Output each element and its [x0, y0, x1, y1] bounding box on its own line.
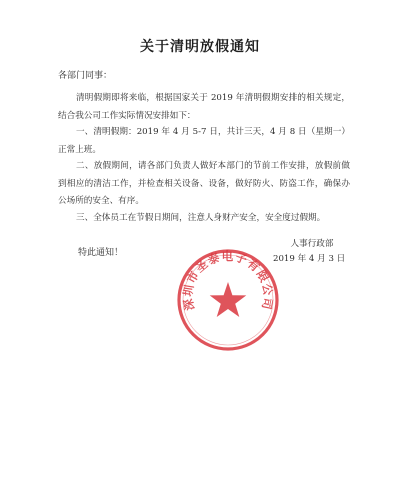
signature-date: 2019 年 4 月 3 日	[273, 254, 346, 264]
closing-remark: 特此通知！	[78, 248, 124, 258]
salutation: 各部门同事：	[58, 71, 113, 81]
company-seal-stamp	[176, 248, 280, 352]
paragraph-intro: 清明假期即将来临，根据国家关于 2019 年清明假期安排的相关规定，结合我公司工作实际情况安排如下：	[58, 93, 350, 121]
signature-department: 人事行政部	[290, 239, 334, 249]
paragraph-holiday-dates: 一、清明假期：2019 年 4 月 5-7 日，共计三天，4 月 8 日（星期一）正常上班。	[58, 127, 350, 155]
seal-text-path: 深圳市圣泰电子有限公司	[180, 249, 276, 312]
seal-star-icon	[210, 282, 247, 317]
paragraph-safety: 三、全体员工在节假日期间，注意人身财产安全，安全度过假期。	[76, 213, 326, 223]
seal-graphic	[176, 248, 280, 352]
document-title: 关于清明放假通知	[140, 39, 260, 55]
paragraph-preparation: 二、放假期间，请各部门负责人做好本部门的节前工作安排，放假前做到相应的清洁工作，并检查相关设备、设备，做好防火、防盗工作，确保办公场所的安全、有序。	[58, 161, 350, 206]
